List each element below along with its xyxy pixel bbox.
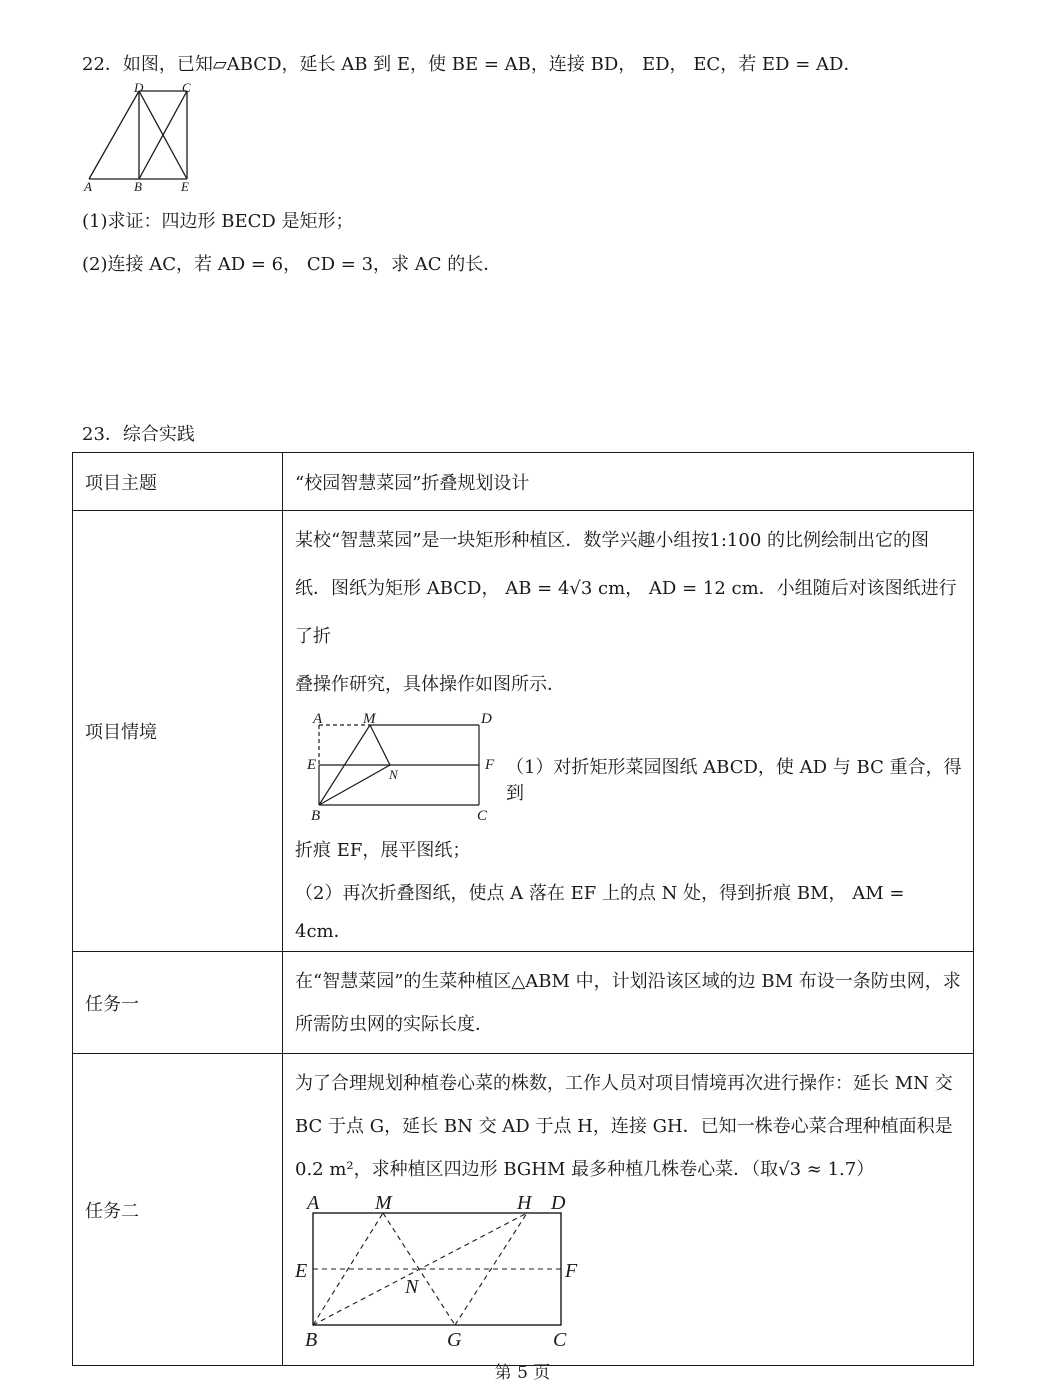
page-number: 第 5 页: [494, 1363, 551, 1383]
step1-line-b: 折痕 EF，展平图纸；: [295, 840, 471, 861]
task2-line1: 为了合理规划种植卷心菜的株数，工作人员对项目情境再次进行操作：延长 MN 交: [295, 1073, 953, 1094]
seg-BN: [319, 765, 390, 805]
label-E: E: [181, 179, 189, 194]
label-B: B: [134, 179, 142, 194]
context-head: 项目情境: [73, 511, 283, 952]
q22-figure: [82, 80, 200, 198]
fig2-D: D: [551, 1192, 566, 1214]
context-cell: [283, 511, 974, 952]
row-task2: [73, 1054, 974, 1366]
task2-head: 任务二: [73, 1054, 283, 1366]
label-A: A: [84, 179, 92, 194]
theme-head: 项目主题: [73, 453, 283, 511]
fold-figure: [295, 713, 495, 825]
theme-text: “校园智慧菜园”折叠规划设计: [295, 472, 530, 494]
row-task1: [73, 952, 974, 1054]
fig1-F: F: [485, 757, 495, 773]
fig1-A: A: [313, 713, 323, 727]
fig1-E: E: [307, 757, 317, 773]
fig1-M: M: [363, 713, 376, 727]
context-line1: 某校“智慧菜园”是一块矩形种植区．数学兴趣小组按1:100 的比例绘制出它的图: [295, 530, 929, 551]
task1-head: 任务一: [73, 952, 283, 1054]
fig2-H: H: [517, 1192, 532, 1214]
task2-cell: [283, 1054, 974, 1366]
row-theme: [73, 453, 974, 511]
task1-line1: 在“智慧菜园”的生菜种植区△ABM 中，计划沿该区域的边 BM 布设一条防虫网，求: [295, 970, 961, 992]
q22-stem: 22．如图，已知▱ABCD，延长 AB 到 E，使 BE = AB，连接 BD， ED， EC，若 ED = AD．: [82, 54, 862, 75]
edge-AD: [89, 91, 139, 179]
q23-title: 23．综合实践: [82, 424, 195, 445]
fig1-C: C: [477, 808, 488, 824]
fig2-C: C: [553, 1329, 567, 1351]
step1-line-a: （1）对折矩形菜园图纸 ABCD，使 AD 与 BC 重合，得到: [506, 757, 962, 804]
task2-line3: 0.2 m²，求种植区四边形 BGHM 最多种植几株卷心菜．（取√3 ≈ 1.7）: [295, 1159, 875, 1180]
step2-line: （2）再次折叠图纸，使点 A 落在 EF 上的点 N 处，得到折痕 BM， AM = 4cm．: [295, 883, 905, 942]
fig1-B: B: [311, 808, 321, 824]
fig2-A: A: [307, 1192, 320, 1214]
row-context: [73, 511, 974, 952]
seg-MN: [370, 725, 390, 765]
task2-line2: BC 于点 G，延长 BN 交 AD 于点 H，连接 GH．已知一株卷心菜合理种植面积是: [295, 1116, 953, 1137]
fig2-E: E: [295, 1260, 308, 1282]
label-C: C: [182, 80, 191, 95]
task1-cell: [283, 952, 974, 1054]
fig2-F: F: [565, 1260, 578, 1282]
q22-part2: (2)连接 AC，若 AD = 6， CD = 3，求 AC 的长．: [82, 254, 502, 275]
project-table: [72, 452, 974, 1366]
fig2-G: G: [447, 1329, 462, 1351]
fig2-B: B: [305, 1329, 318, 1351]
context-line2: 纸．图纸为矩形 ABCD， AB = 4√3 cm， AD = 12 cm．小组随后对该图纸进行了折: [295, 578, 957, 647]
fig2-N: N: [405, 1276, 419, 1298]
context-line3: 叠操作研究，具体操作如图所示．: [295, 674, 565, 695]
theme-cell: [283, 453, 974, 511]
fig1-N: N: [389, 767, 398, 782]
label-D: D: [134, 80, 144, 95]
seg-GH: [455, 1213, 527, 1325]
fig2-M: M: [375, 1192, 392, 1214]
task1-line2: 所需防虫网的实际长度．: [295, 1013, 493, 1035]
fig1-D: D: [481, 713, 492, 727]
task2-figure: [295, 1191, 595, 1353]
q22-part1: (1)求证：四边形 BECD 是矩形；: [82, 211, 354, 232]
